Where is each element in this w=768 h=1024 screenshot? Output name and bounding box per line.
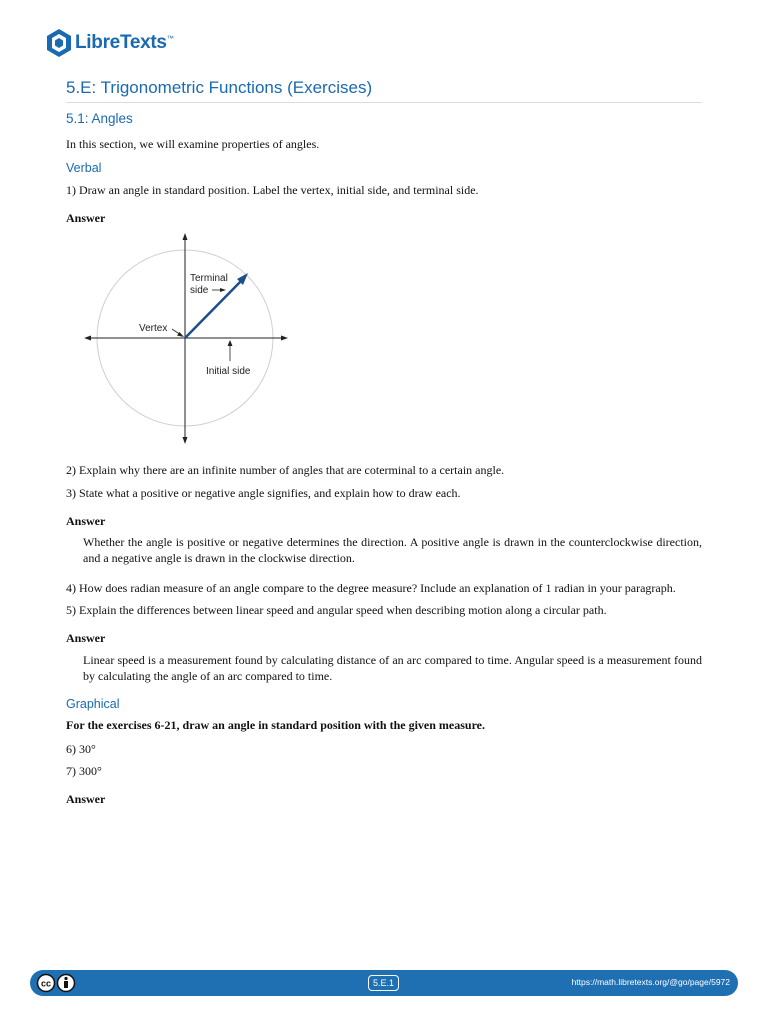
initial-side-label: Initial side: [206, 366, 251, 377]
libretexts-logo-icon: [46, 28, 72, 58]
initial-side-pointer-head: [228, 340, 233, 346]
section-heading-angles: 5.1: Angles: [66, 111, 133, 126]
question-1: 1) Draw an angle in standard position. Label the vertex, initial side, and terminal side.: [66, 183, 479, 197]
angle-diagram: [80, 230, 300, 450]
question-3: 3) State what a positive or negative angle signifies, and explain how to draw each.: [66, 486, 461, 500]
answer-label-1[interactable]: Answer: [66, 211, 106, 225]
page-number: 5.E.1: [368, 975, 399, 991]
answer-label-5[interactable]: Answer: [66, 631, 106, 645]
x-axis-right-arrow: [281, 336, 288, 341]
terminal-side-label-line1: Terminal: [190, 273, 228, 284]
answer-label-7[interactable]: Answer: [66, 792, 106, 806]
terminal-label-pointer-head: [220, 288, 226, 292]
vertex-label: Vertex: [139, 323, 168, 334]
question-5: 5) Explain the differences between linear speed and angular speed when describing motion along a circular path.: [66, 603, 607, 617]
page-footer: [30, 970, 738, 996]
question-2: 2) Explain why there are an infinite number of angles that are coterminal to a certain angle.: [66, 463, 505, 477]
x-axis-left-arrow: [84, 336, 91, 341]
subheading-graphical: Graphical: [66, 697, 120, 711]
page-title: 5.E: Trigonometric Functions (Exercises): [66, 78, 702, 103]
subheading-verbal: Verbal: [66, 161, 102, 175]
libretexts-logo[interactable]: [46, 28, 173, 58]
answer-label-3[interactable]: Answer: [66, 514, 106, 528]
section-intro: In this section, we will examine properties of angles.: [66, 137, 320, 151]
terminal-side-label-line2: side: [190, 285, 209, 296]
page-url-link[interactable]: https://math.libretexts.org/@go/page/5972: [571, 977, 730, 987]
question-6: 6) 30°: [66, 742, 96, 756]
answer-3-text: Whether the angle is positive or negative determines the direction. A positive angle is drawn in the counterclockwise direction, and a negative angle is drawn in the clockwise direction.: [83, 535, 702, 565]
svg-text:cc: cc: [40, 978, 52, 989]
question-4: 4) How does radian measure of an angle compare to the degree measure? Include an explanation of 1 radian in your paragraph.: [66, 581, 676, 595]
answer-5-text: Linear speed is a measurement found by calculating distance of an arc compared to time. Angular speed is a measurement found by calculating the angle of an arc compared to time.: [83, 653, 702, 683]
y-axis-bottom-arrow: [183, 437, 188, 444]
y-axis-top-arrow: [183, 233, 188, 240]
creative-commons-license-icon[interactable]: [36, 973, 76, 993]
graphical-instruction: For the exercises 6-21, draw an angle in standard position with the given measure.: [66, 718, 485, 732]
logo-text: LibreTexts™: [75, 32, 174, 53]
question-7: 7) 300°: [66, 764, 102, 778]
